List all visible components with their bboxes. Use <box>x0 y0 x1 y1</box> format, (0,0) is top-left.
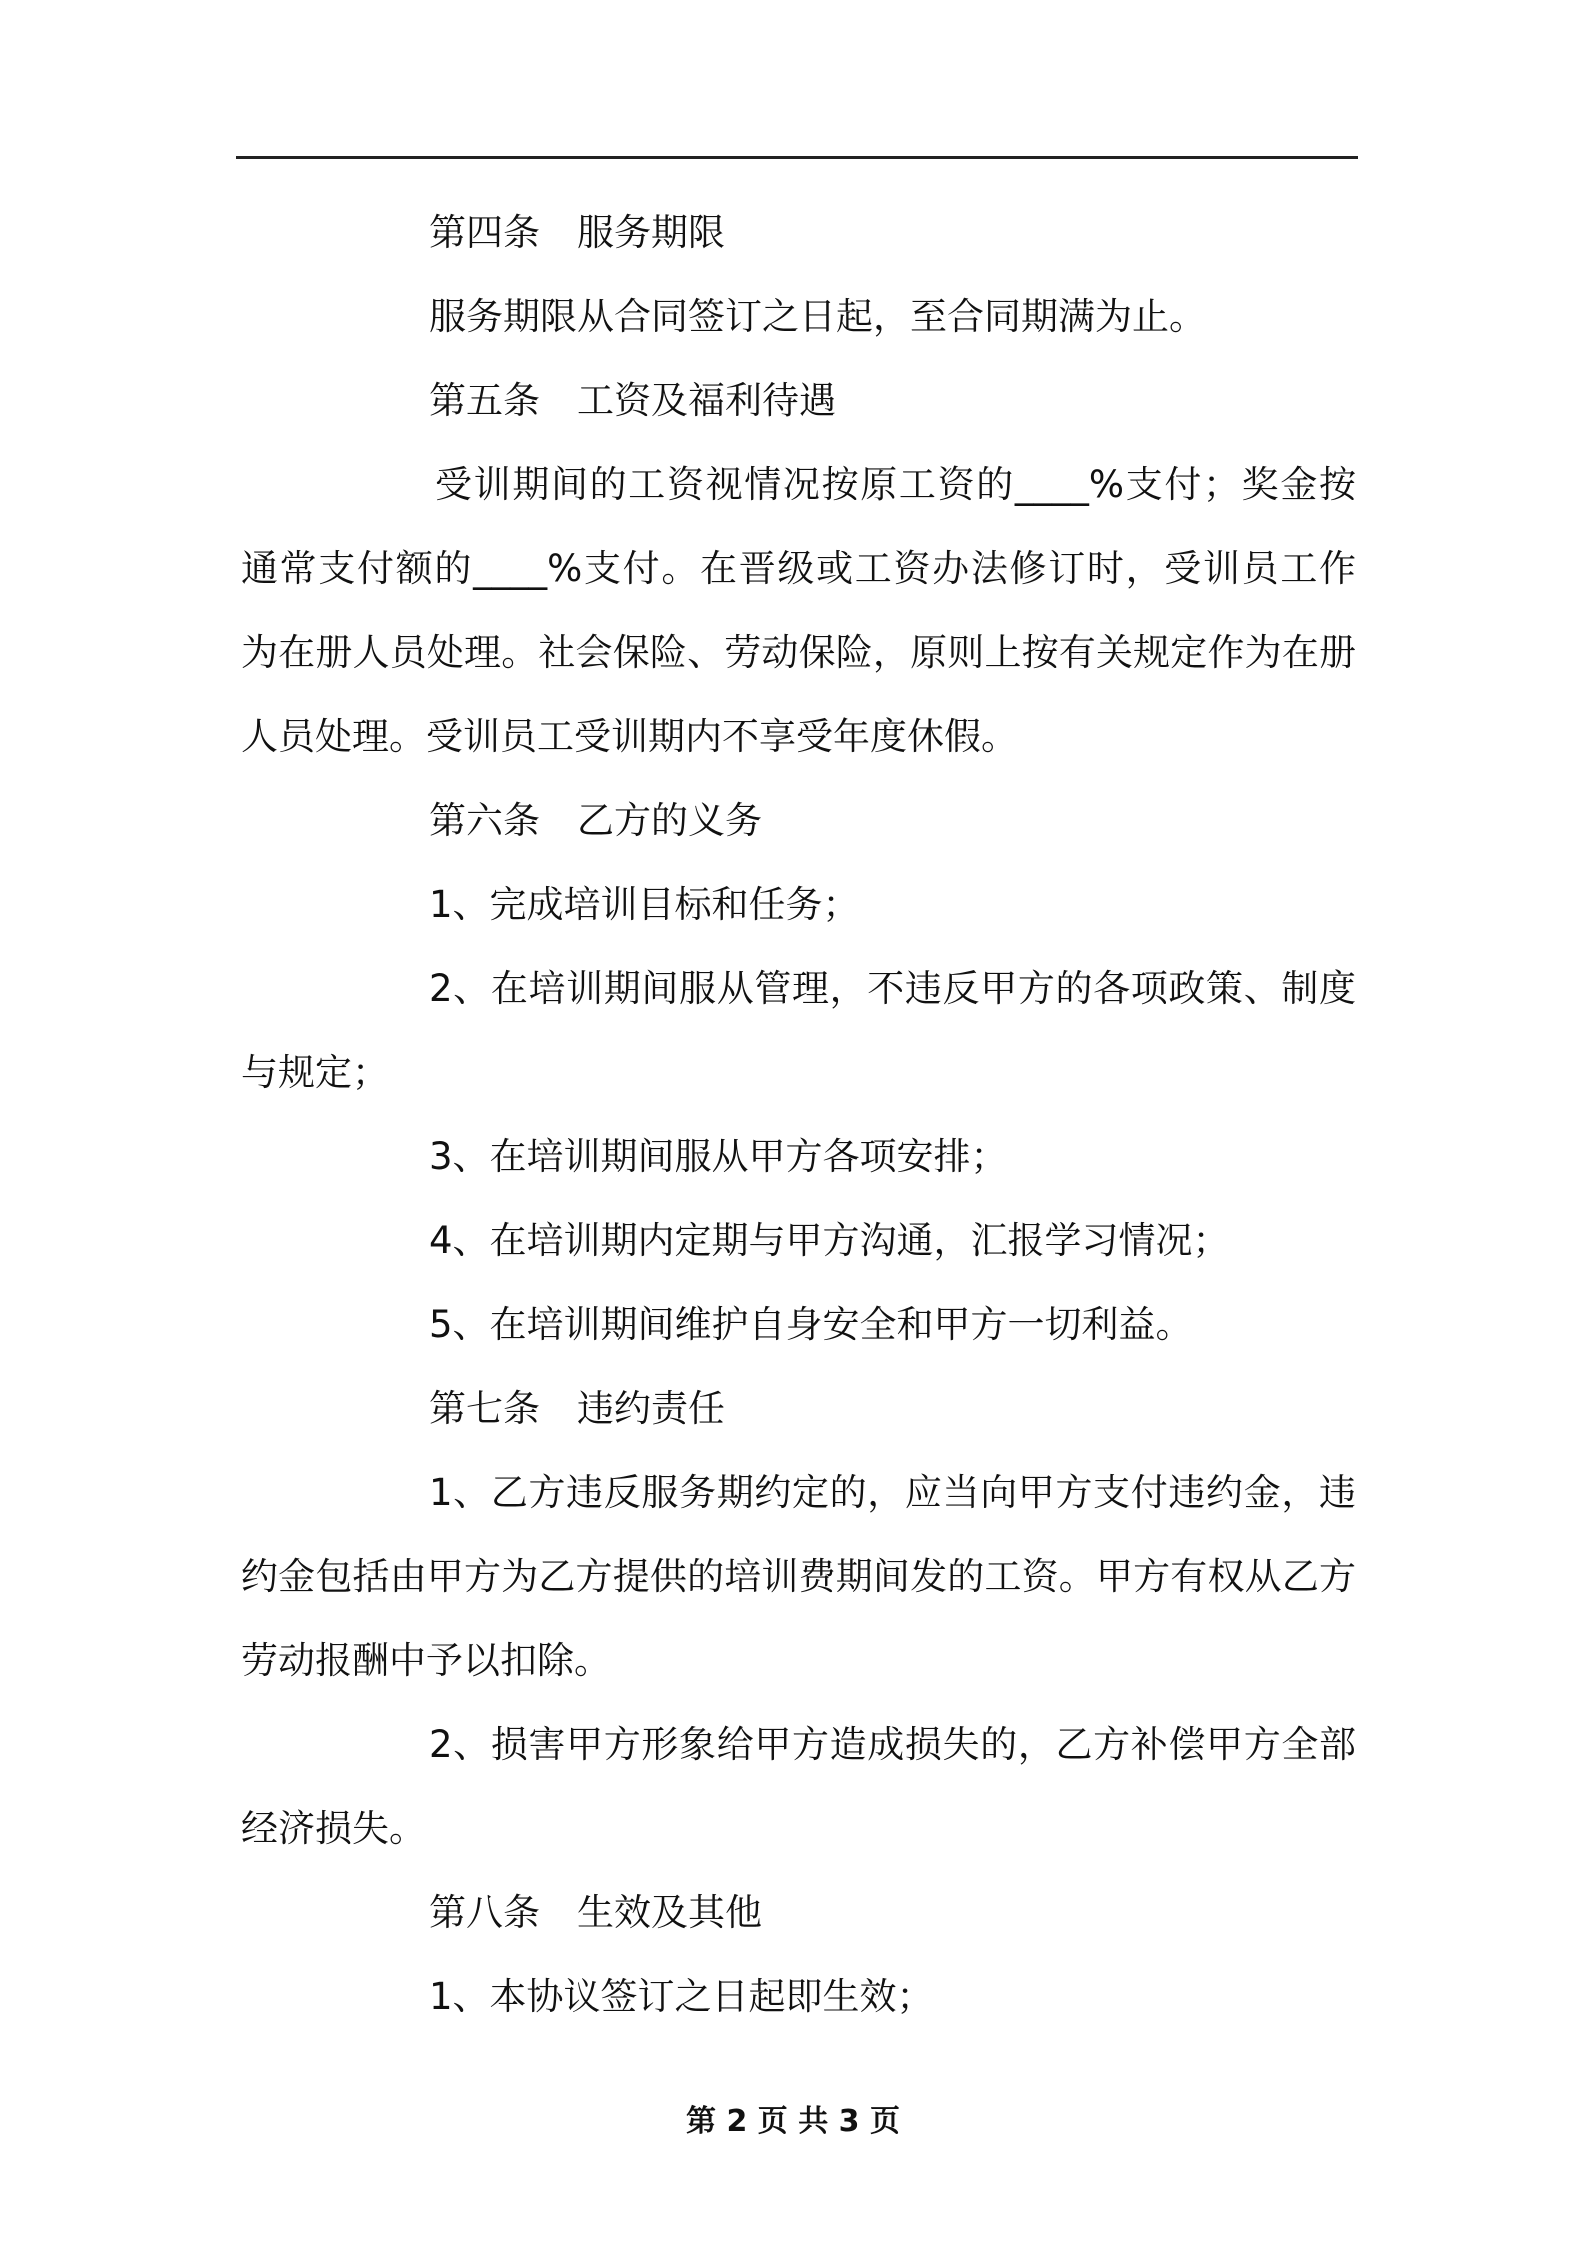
article4-heading: 第四条 服务期限 <box>429 211 725 254</box>
article7-heading: 第七条 违约责任 <box>429 1387 725 1430</box>
article5-line: 人员处理。受训员工受训期内不享受年度休假。 <box>241 715 1018 758</box>
article6-item: 3、在培训期间服从甲方各项安排； <box>429 1135 1008 1178</box>
article6-item: 4、在培训期内定期与甲方沟通，汇报学习情况； <box>429 1219 1230 1262</box>
article6-item: 2、在培训期间服从管理，不违反甲方的各项政策、制度 <box>429 967 1356 1010</box>
header-rule <box>236 156 1358 159</box>
article5-line: 为在册人员处理。社会保险、劳动保险，原则上按有关规定作为在册 <box>241 631 1356 674</box>
article6-item: 1、完成培训目标和任务； <box>429 883 860 926</box>
article6-item-cont: 与规定； <box>241 1051 389 1094</box>
article5-line: 受训期间的工资视情况按原工资的____%支付；奖金按 <box>435 463 1356 506</box>
page-number-footer: 第 2 页 共 3 页 <box>686 2104 900 2139</box>
article7-item: 2、损害甲方形象给甲方造成损失的，乙方补偿甲方全部 <box>429 1723 1356 1766</box>
article7-item: 1、乙方违反服务期约定的，应当向甲方支付违约金，违 <box>429 1471 1356 1514</box>
article7-item-cont: 约金包括由甲方为乙方提供的培训费期间发的工资。甲方有权从乙方 <box>241 1555 1356 1598</box>
document-body <box>241 191 1356 2039</box>
article7-item-cont: 经济损失。 <box>241 1807 426 1850</box>
article5-line: 通常支付额的____%支付。在晋级或工资办法修订时，受训员工作 <box>241 547 1356 590</box>
article6-item: 5、在培训期间维护自身安全和甲方一切利益。 <box>429 1303 1193 1346</box>
article4-text: 服务期限从合同签订之日起，至合同期满为止。 <box>429 295 1206 338</box>
article7-item-cont: 劳动报酬中予以扣除。 <box>241 1639 611 1682</box>
article8-item: 1、本协议签订之日起即生效； <box>429 1975 934 2018</box>
article5-heading: 第五条 工资及福利待遇 <box>429 379 836 422</box>
article8-heading: 第八条 生效及其他 <box>429 1891 762 1934</box>
article6-heading: 第六条 乙方的义务 <box>429 799 762 842</box>
